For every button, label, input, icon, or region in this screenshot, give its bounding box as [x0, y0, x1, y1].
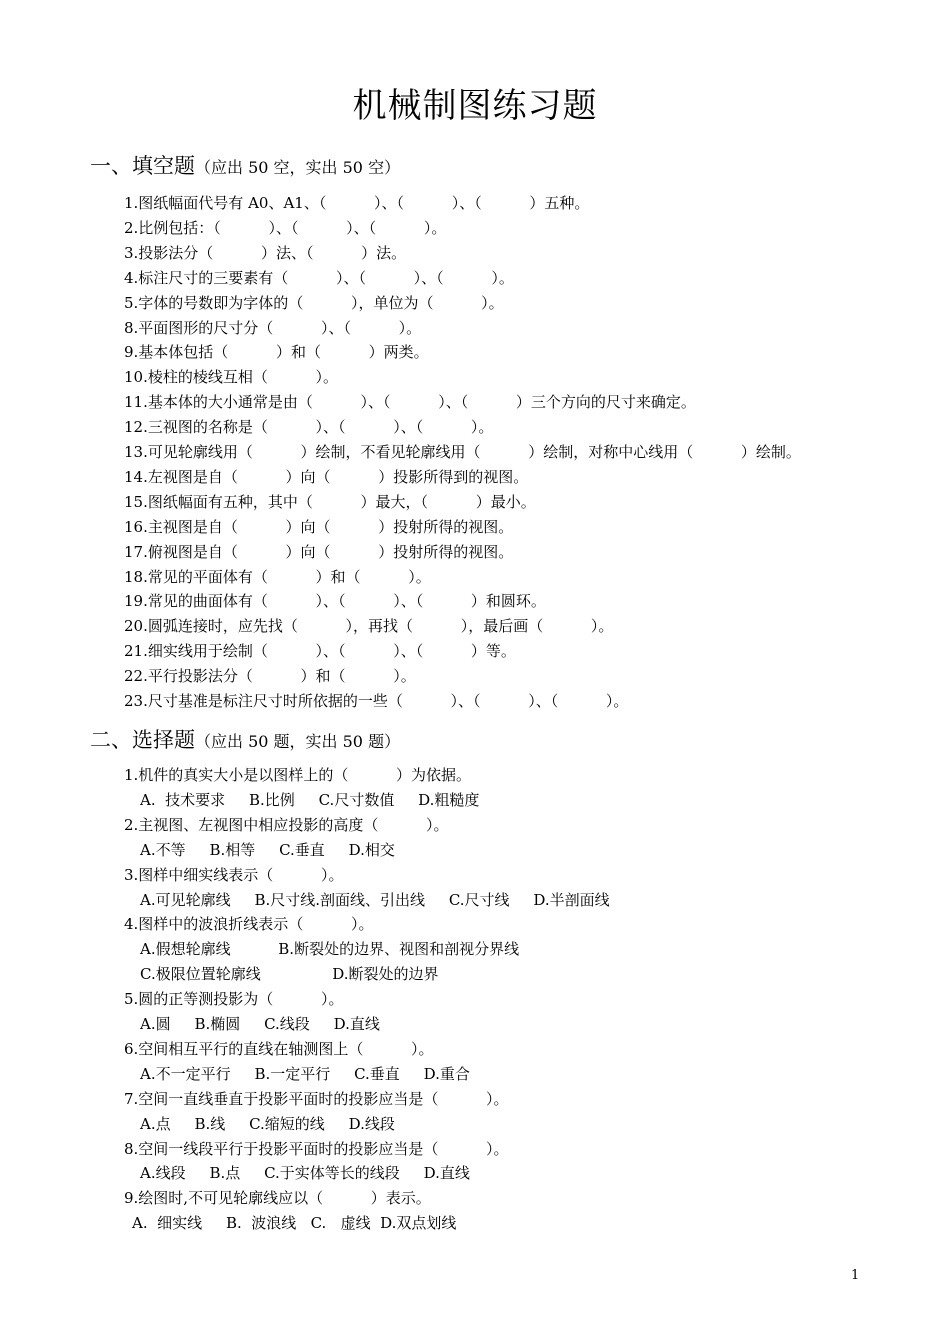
choice-options: A.不一定平行 B.一定平行 C.垂直 D.重合: [140, 1064, 470, 1083]
fill-blank-question: 20.圆弧连接时，应先找（ ），再找（ ），最后画（ ）。: [124, 617, 614, 636]
fill-blank-question: 3.投影法分（ ）法、（ ）法。: [124, 243, 407, 262]
fill-blank-question: 19.常见的曲面体有（ ）、（ ）、（ ）和圆环。: [124, 592, 546, 611]
fill-blank-question: 14.左视图是自（ ）向（ ）投影所得到的视图。: [124, 467, 529, 486]
fill-blank-question: 1.图纸幅面代号有 A0、A1、（ ）、（ ）、（ ）五种。: [124, 194, 590, 212]
fill-blank-question: 2.比例包括：（ ）、（ ）、（ ）。: [124, 218, 447, 237]
choice-question: 5.圆的正等测投影为（ ）。: [124, 990, 344, 1009]
section-2-note: （应出 50 题，实出 50 题）: [195, 732, 401, 751]
fill-blank-question: 4.标注尺寸的三要素有（ ）、（ ）、（ ）。: [124, 268, 514, 287]
choice-question: 3.图样中细实线表示（ ）。: [124, 865, 344, 884]
choice-options: A.不等 B.相等 C.垂直 D.相交: [140, 840, 395, 859]
fill-blank-question: 15.图纸幅面有五种，其中（ ）最大，（ ）最小。: [124, 492, 536, 511]
choice-options: A.可见轮廓线 B.尺寸线.剖面线、引出线 C.尺寸线 D.半剖面线: [140, 890, 610, 909]
choice-options: A.点 B.线 C.缩短的线 D.线段: [140, 1114, 395, 1133]
fill-blank-question: 16.主视图是自（ ）向（ ）投射所得的视图。: [124, 517, 514, 536]
choice-options: A.假想轮廓线 B.断裂处的边界、视图和剖视分界线: [140, 940, 520, 959]
fill-blank-question: 23.尺寸基准是标注尺寸时所依据的一些（ ）、（ ）、（ ）。: [124, 692, 629, 710]
section-1-title: 一、填空题: [90, 154, 195, 178]
fill-blank-question: 8.平面图形的尺寸分（ ）、（ ）。: [124, 318, 422, 337]
fill-blank-question: 13.可见轮廓线用（ ）绘制，不看见轮廓线用（ ）绘制，对称中心线用（ ）绘制。: [124, 443, 801, 461]
fill-blank-question: 5.字体的号数即为字体的（ ），单位为（ ）。: [124, 293, 504, 312]
fill-blank-question: 22.平行投影法分（ ）和（ ）。: [124, 667, 416, 686]
choice-question: 8.空间一线段平行于投影平面时的投影应当是（ ）。: [124, 1139, 509, 1158]
page-number: 1: [851, 1268, 860, 1283]
choice-question: 4.图样中的波浪折线表示（ ）。: [124, 915, 374, 934]
fill-blank-question: 21.细实线用于绘制（ ）、（ ）、（ ）等。: [124, 642, 516, 661]
choice-question: 7.空间一直线垂直于投影平面时的投影应当是（ ）。: [124, 1089, 509, 1108]
section-2-heading: [90, 724, 400, 754]
choice-options: A. 技术要求 B.比例 C.尺寸数值 D.粗糙度: [140, 790, 480, 809]
fill-blank-question: 9.基本体包括（ ）和（ ）两类。: [124, 343, 429, 362]
choice-options: A.线段 B.点 C.于实体等长的线段 D.直线: [140, 1164, 470, 1183]
fill-blank-question: 18.常见的平面体有（ ）和（ ）。: [124, 567, 431, 586]
section-1-heading: [90, 150, 400, 180]
choice-question: 6.空间相互平行的直线在轴测图上（ ）。: [124, 1039, 434, 1058]
section-1-note: （应出 50 空，实出 50 空）: [195, 158, 401, 177]
choice-question: 2.主视图、左视图中相应投影的高度（ ）。: [124, 815, 449, 834]
section-2-title: 二、选择题: [90, 728, 195, 752]
choice-question: 9.绘图时,不可见轮廓线应以（ ）表示。: [124, 1189, 431, 1208]
choice-options: A.圆 B.椭圆 C.线段 D.直线: [140, 1015, 380, 1033]
choice-question: 1.机件的真实大小是以图样上的（ ）为依据。: [124, 766, 471, 784]
fill-blank-question: 17.俯视图是自（ ）向（ ）投射所得的视图。: [124, 542, 514, 561]
document-title: 机械制图练习题: [352, 86, 598, 126]
fill-blank-question: 11.基本体的大小通常是由（ ）、（ ）、（ ）三个方向的尺寸来确定。: [124, 393, 696, 412]
choice-options: A. 细实线 B. 波浪线 C. 虚线 D.双点划线: [132, 1214, 457, 1233]
choice-options: C.极限位置轮廓线 D.断裂处的边界: [140, 965, 439, 984]
fill-blank-question: 12.三视图的名称是（ ）、（ ）、（ ）。: [124, 418, 494, 437]
fill-blank-question: 10.棱柱的棱线互相（ ）。: [124, 368, 339, 387]
